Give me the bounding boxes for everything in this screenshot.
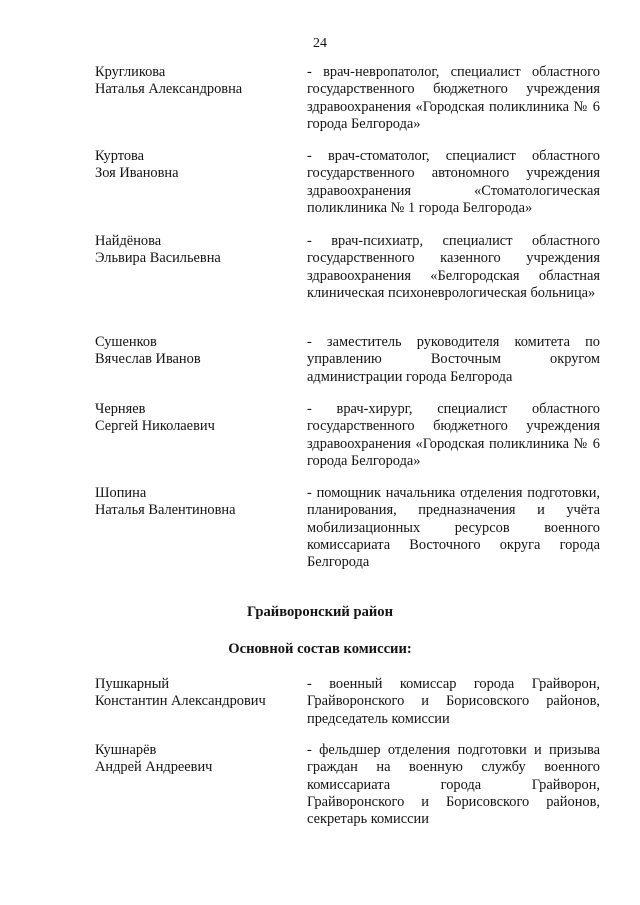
member-surname: Сушенков — [95, 334, 157, 350]
member-given-name: Константин Александрович — [95, 693, 266, 710]
member-given-name: Вячеслав Иванов — [95, 351, 201, 368]
member-position: - фельдшер отделения подготовки и призыва граждан на военную службу военного комиссариата города Грайворон, Грайворонского и Борисовского районов, секретарь комиссии — [307, 742, 600, 828]
member-position: - врач-невропатолог, специалист областного государственного бюджетного учреждения здравоохранения «Городская поликлиника № 6 города Белгорода» — [307, 64, 600, 132]
member-surname: Найдёнова — [95, 233, 162, 249]
member-position: - врач-хирург, специалист областного государственного бюджетного учреждения здравоохранения «Городская поликлиника № 6 города Белгорода» — [307, 401, 600, 469]
page-number: 24 — [313, 36, 327, 51]
member-name — [95, 401, 300, 436]
member-given-name: Наталья Валентиновна — [95, 502, 236, 519]
member-name — [95, 64, 300, 99]
member-given-name: Эльвира Васильевна — [95, 250, 221, 267]
member-name — [95, 676, 300, 711]
member-given-name: Сергей Николаевич — [95, 418, 215, 435]
member-surname: Кушнарёв — [95, 742, 157, 758]
member-name — [95, 233, 300, 268]
member-position: - врач-психиатр, специалист областного государственного казенного учреждения здравоохранения «Белгородская областная клиническая психоневрологическая больница» — [307, 233, 600, 301]
member-name — [95, 148, 300, 183]
commission-subtitle: Основной состав комиссии: — [228, 641, 412, 657]
member-given-name: Андрей Андреевич — [95, 759, 213, 776]
member-position: - врач-стоматолог, специалист областного государственного автономного учреждения здравоохранения «Стоматологическая поликлиника № 1 города Белгорода» — [307, 148, 600, 216]
member-surname: Черняев — [95, 401, 146, 417]
member-surname: Пушкарный — [95, 676, 170, 692]
member-name — [95, 485, 300, 520]
member-surname: Кругликова — [95, 64, 166, 80]
member-name — [95, 742, 300, 777]
member-given-name: Зоя Ивановна — [95, 165, 179, 182]
member-surname: Шопина — [95, 485, 147, 501]
member-name — [95, 334, 300, 369]
member-surname: Куртова — [95, 148, 145, 164]
member-position: - военный комиссар города Грайворон, Грайворонского и Борисовского районов, председатель комиссии — [307, 676, 600, 727]
district-title: Грайворонский район — [247, 604, 393, 620]
member-given-name: Наталья Александровна — [95, 81, 243, 98]
member-position: - помощник начальника отделения подготовки, планирования, предназначения и учёта мобилизационных ресурсов военного комиссариата Восточного округа города Белгорода — [307, 485, 600, 571]
member-position: - заместитель руководителя комитета по управлению Восточным округом администрации города Белгорода — [307, 334, 600, 385]
